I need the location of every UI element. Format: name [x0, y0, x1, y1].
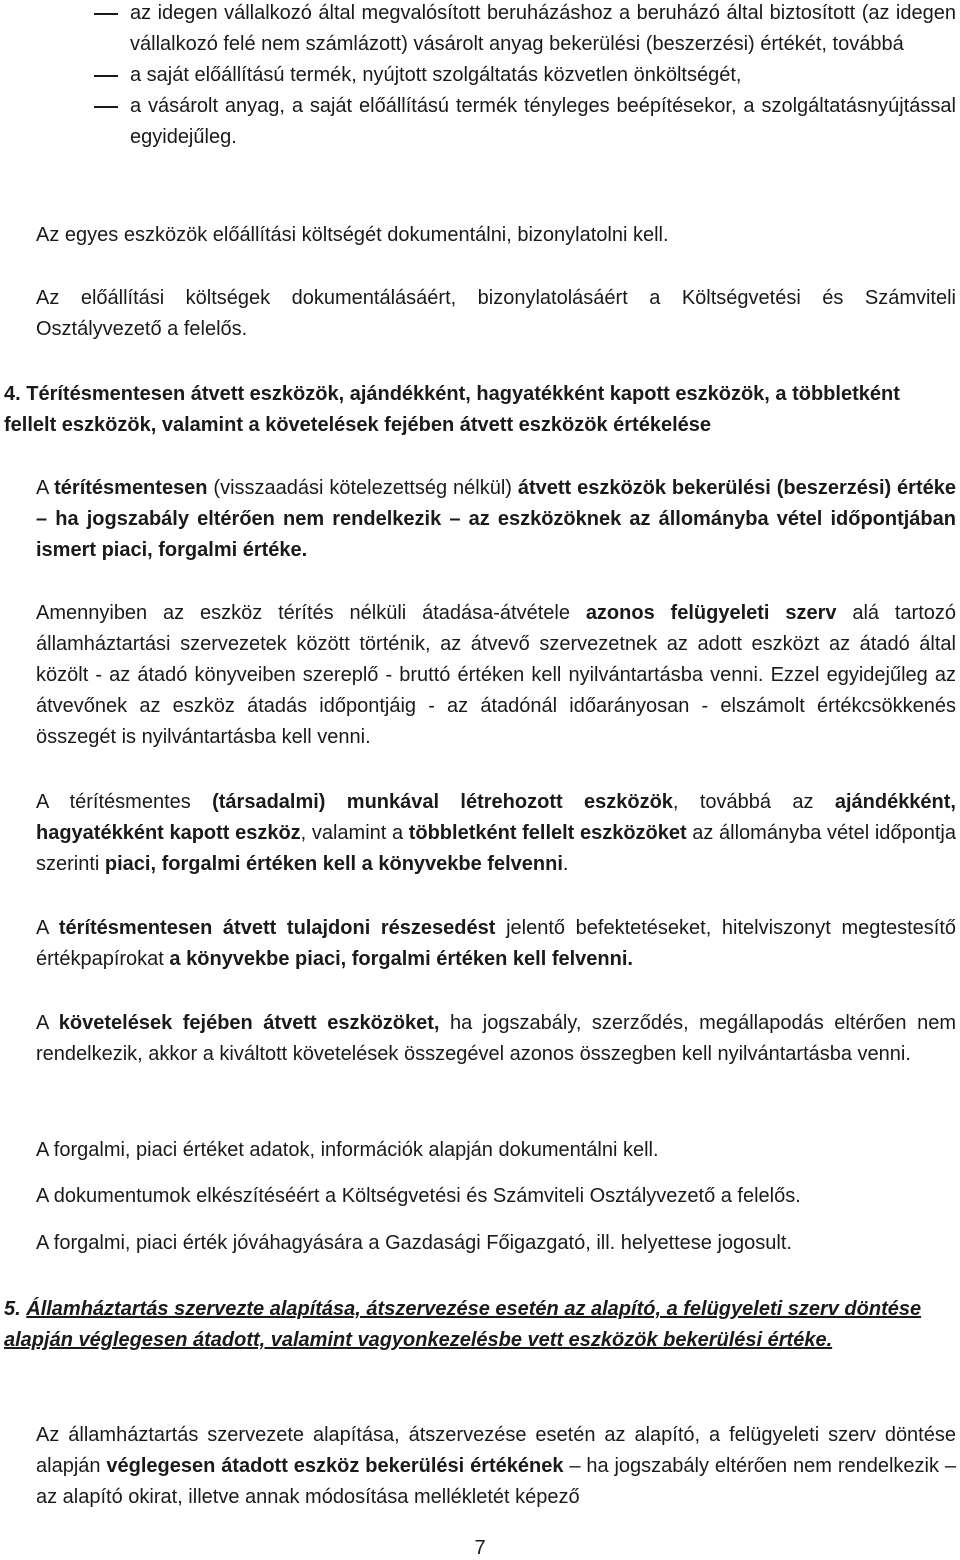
list-item-text: a saját előállítású termék, nyújtott szolgáltatás közvetlen önköltségét,	[130, 64, 742, 86]
list-item-text: a vásárolt anyag, a saját előállítású termék tényleges beépítésekor, a szolgáltatásnyújtással egyidejűleg.	[130, 95, 956, 148]
paragraph-ownership-share: A térítésmentesen átvett tulajdoni részesedést jelentő befektetéseket, hitelviszonyt megtestesítő értékpapírokat a könyvekbe piaci, forgalmi értéken kell felvenni.	[36, 917, 957, 970]
paragraph-approval: A forgalmi, piaci érték jóváhagyására a Gazdasági Főigazgató, ill. helyettese jogosult.	[36, 1232, 792, 1254]
paragraph-same-supervisor: Amennyiben az eszköz térítés nélküli átadása-átvétele azonos felügyeleti szerv alá tartozó államháztartási szervezetek között történik, az átvevő szervezetnek az adott eszközt az átadó által közölt - az átadó könyveiben szereplő - bruttó értéken kell nyilvántartásba venni. Ezzel egyidejűleg az átvevőnek az eszköz átadás időpontjáig - az átadónál időarányosan - elszámolt értékcsökkenés összegét is nyilvántartásba kell venni.	[36, 602, 957, 748]
section-heading-4: 4. Térítésmentesen átvett eszközök, ajándékként, hagyatékként kapott eszközök, a többletként fellelt eszközök, valamint a követelések fejében átvett eszközök értékelése	[4, 383, 900, 436]
dash-marker	[94, 106, 118, 108]
list-item	[94, 0, 956, 60]
paragraph-social-work: A térítésmentes (társadalmi) munkával létrehozott eszközök, továbbá az ajándékként, hagyatékként kapott eszköz, valamint a többletként fellelt eszközöket az állományba vétel időpontja szerinti piaci, forgalmi értéken kell a könyvekbe felvenni.	[36, 791, 957, 875]
paragraph-responsibility: Az előállítási költségek dokumentálásáért, bizonylatolásáért a Költségvetési és Számviteli Osztályvezető a felelős.	[36, 287, 956, 340]
list-item	[94, 91, 956, 153]
paragraph-founding: Az államháztartás szervezete alapítása, átszervezése esetén az alapító, a felügyeleti szerv döntése alapján véglegesen átadott eszköz bekerülési értékének – ha jogszabály eltérően nem rendelkezik – az alapító okirat, illetve annak módosítása mellékletét képező	[36, 1424, 956, 1508]
paragraph-market-value: A forgalmi, piaci értéket adatok, információk alapján dokumentálni kell.	[36, 1139, 659, 1161]
page-number: 7	[474, 1537, 486, 1559]
paragraph-free-assets: A térítésmentesen (visszaadási kötelezettség nélkül) átvett eszközök bekerülési (beszerzési) értéke – ha jogszabály eltérően nem rendelkezik – az eszközöknek az állományba vétel időpontjában ismert piaci, forgalmi értéke.	[36, 477, 956, 561]
paragraph-documentation: Az egyes eszközök előállítási költségét dokumentálni, bizonylatolni kell.	[36, 224, 669, 246]
dash-marker	[94, 13, 118, 15]
section-heading-5: 5. Államháztartás szervezte alapítása, átszervezése esetén az alapító, a felügyeleti szerv döntése alapján véglegesen átadott, valamint vagyonkezelésbe vett eszközök bekerülési értéke.	[4, 1298, 922, 1351]
paragraph-documents-responsibility: A dokumentumok elkészítéséért a Költségvetési és Számviteli Osztályvezető a felelős.	[36, 1185, 801, 1207]
dash-marker	[94, 75, 118, 77]
bullet-list	[94, 0, 956, 153]
list-item-text: az idegen vállalkozó által megvalósított beruházáshoz a beruházó által biztosított (az idegen vállalkozó felé nem számlázott) vásárolt anyag bekerülési (beszerzési) értékét, továbbá	[130, 2, 956, 55]
paragraph-receivables: A követelések fejében átvett eszközöket, ha jogszabály, szerződés, megállapodás eltérően nem rendelkezik, akkor a kiváltott követelések összegével azonos összegben kell nyilvántartásba venni.	[36, 1012, 956, 1065]
list-item	[94, 60, 956, 91]
